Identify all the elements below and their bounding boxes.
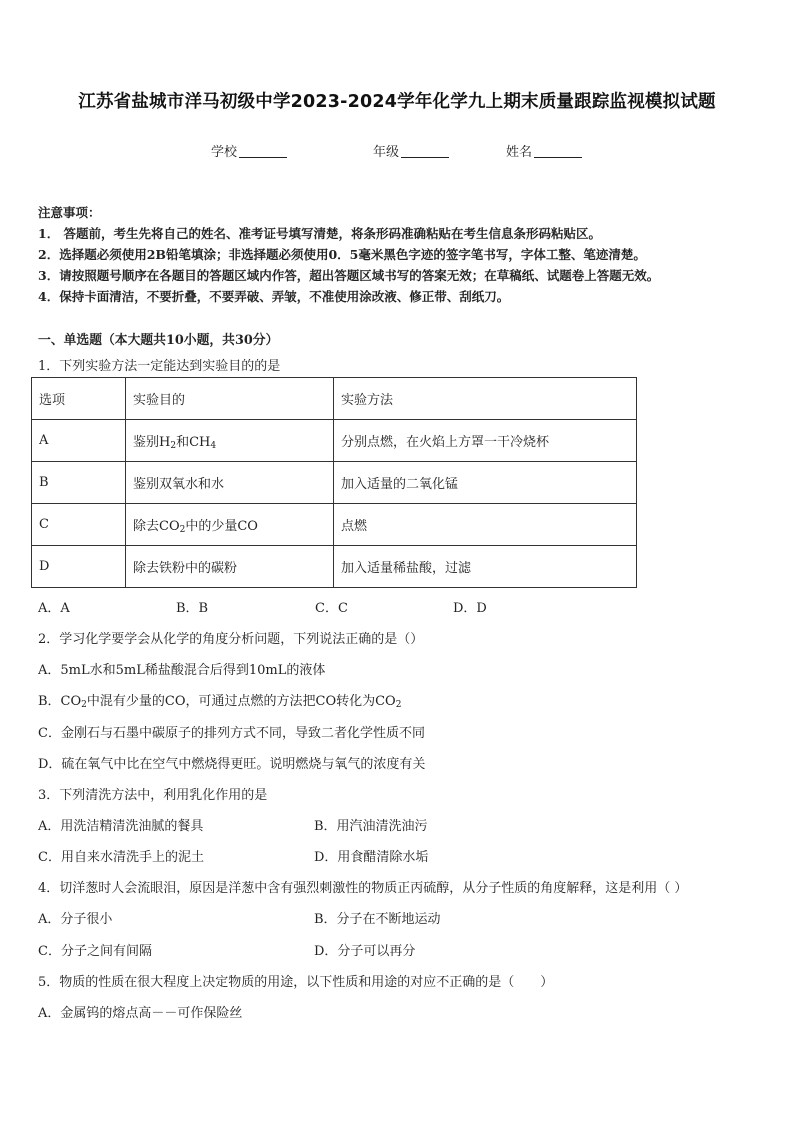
grade-label: 年级 xyxy=(373,145,400,160)
school-label: 学校 xyxy=(211,145,238,160)
name-blank xyxy=(534,144,582,158)
q1-option-d: D．D xyxy=(453,601,487,616)
table-cell-goal: 鉴别双氧水和水 xyxy=(126,462,334,504)
page-title: 江苏省盐城市洋马初级中学2023-2024学年化学九上期末质量跟踪监视模拟试题 xyxy=(78,92,716,112)
question-3-stem: 3．下列清洗方法中，利用乳化作用的是 xyxy=(38,788,268,803)
table-cell-goal: 除去铁粉中的碳粉 xyxy=(126,546,334,588)
grade-blank xyxy=(401,144,449,158)
q4-option-d: D．分子可以再分 xyxy=(314,944,416,959)
q3-option-a: A．用洗洁精清洗油腻的餐具 xyxy=(38,819,204,834)
school-blank xyxy=(239,144,287,158)
table-header-cell: 选项 xyxy=(32,378,126,420)
q2-option-a: A．5mL水和5mL稀盐酸混合后得到10mL的液体 xyxy=(38,663,326,678)
q2-option-d: D．硫在氧气中比在空气中燃烧得更旺。说明燃烧与氧气的浓度有关 xyxy=(38,757,426,772)
table-cell-method: 加入适量的二氧化锰 xyxy=(334,462,637,504)
q1-option-b: B．B xyxy=(176,601,209,616)
table-cell-option: B xyxy=(32,462,126,504)
question-4-stem: 4．切洋葱时人会流眼泪，原因是洋葱中含有强烈刺激性的物质正丙硫醇，从分子性质的角度解释，这是利用（ ） xyxy=(38,881,688,896)
table-cell-option: C xyxy=(32,504,126,546)
grade-field xyxy=(373,141,449,160)
table-header-cell: 实验方法 xyxy=(334,378,637,420)
school-field xyxy=(211,141,287,160)
q3-option-d: D．用食醋清除水垢 xyxy=(314,850,429,865)
note-item: 2．选择题必须使用2B铅笔填涂；非选择题必须使用0．5毫米黑色字迹的签字笔书写，字体工整、笔迹清楚。 xyxy=(38,247,646,262)
section-heading: 一、单选题（本大题共10小题，共30分） xyxy=(38,333,279,348)
table-cell-option: A xyxy=(32,420,126,462)
q3-option-b: B．用汽油清洗油污 xyxy=(314,819,428,834)
name-label: 姓名 xyxy=(506,145,533,160)
q4-option-a: A．分子很小 xyxy=(38,912,113,927)
note-item: 1． 答题前，考生先将自己的姓名、准考证号填写清楚，将条形码准确粘贴在考生信息条形码粘贴区。 xyxy=(38,226,602,241)
q5-option-a: A．金属钨的熔点高－－可作保险丝 xyxy=(38,1006,243,1021)
q4-option-c: C．分子之间有间隔 xyxy=(38,944,152,959)
table-row xyxy=(32,420,637,462)
note-item: 3．请按照题号顺序在各题目的答题区域内作答，超出答题区域书写的答案无效；在草稿纸、试题卷上答题无效。 xyxy=(38,268,660,283)
table-cell-goal: 鉴别$H_2$和$CH_4$ xyxy=(126,420,334,462)
table-cell-goal: 除去$CO_2$中的少量CO xyxy=(126,504,334,546)
q4-option-b: B．分子在不断地运动 xyxy=(314,912,441,927)
name-field xyxy=(506,141,582,160)
notes-heading: 注意事项： xyxy=(38,205,101,220)
table-row xyxy=(32,546,637,588)
q3-option-c: C．用自来水清洗手上的泥土 xyxy=(38,850,204,865)
q1-option-a: A．A xyxy=(38,601,70,616)
table-cell-option: D xyxy=(32,546,126,588)
q2-option-b: B．$CO_2$中混有少量的CO，可通过点燃的方法把CO转化为$CO_2$ xyxy=(38,694,402,710)
question-2-stem: 2．学习化学要学会从化学的角度分析问题，下列说法正确的是（） xyxy=(38,632,424,647)
table-row xyxy=(32,462,637,504)
question-1-stem: 1．下列实验方法一定能达到实验目的的是 xyxy=(38,359,281,374)
table-cell-method: 加入适量稀盐酸，过滤 xyxy=(334,546,637,588)
table-cell-method: 分别点燃，在火焰上方罩一干冷烧杯 xyxy=(334,420,637,462)
q1-option-c: C．C xyxy=(315,601,348,616)
table-header-row xyxy=(32,378,637,420)
table-header-cell: 实验目的 xyxy=(126,378,334,420)
table-cell-method: 点燃 xyxy=(334,504,637,546)
note-item: 4．保持卡面清洁，不要折叠，不要弄破、弄皱，不准使用涂改液、修正带、刮纸刀。 xyxy=(38,289,510,304)
table-row xyxy=(32,504,637,546)
question-5-stem: 5．物质的性质在很大程度上决定物质的用途，以下性质和用途的对应不正确的是（ ） xyxy=(38,975,554,990)
q2-option-c: C．金刚石与石墨中碳原子的排列方式不同，导致二者化学性质不同 xyxy=(38,726,425,741)
question-1-table xyxy=(31,377,637,588)
